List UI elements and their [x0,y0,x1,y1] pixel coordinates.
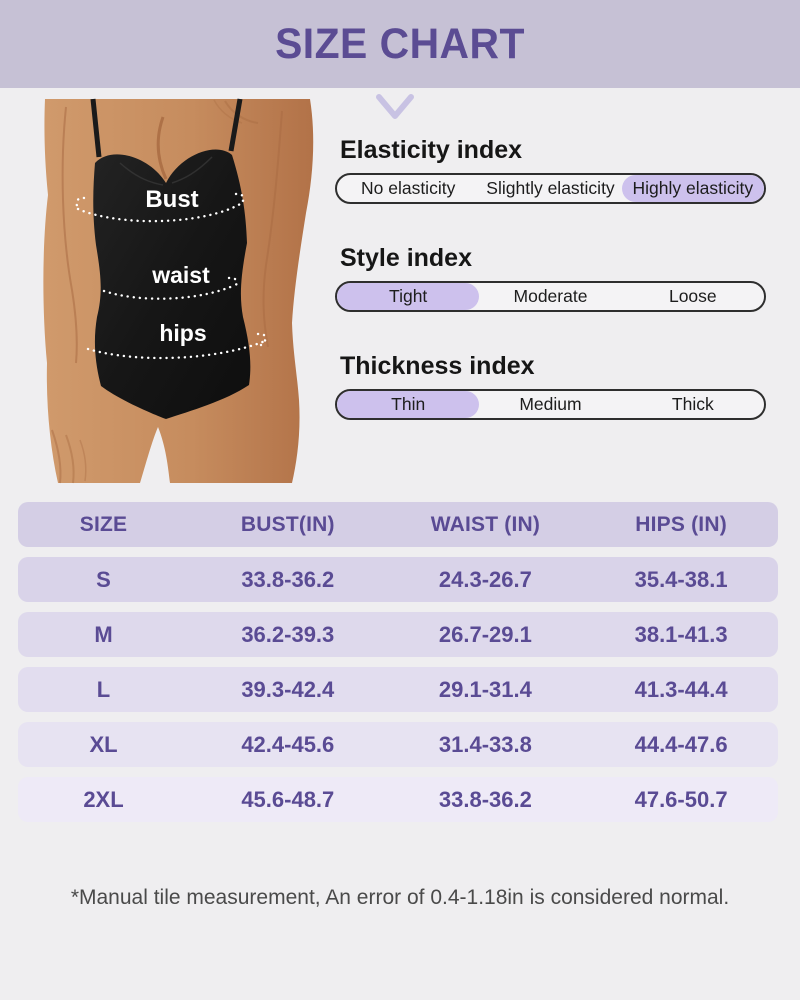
option-tight-selected: Tight [337,283,479,310]
cell-waist: 24.3-26.7 [438,567,532,592]
elasticity-index-title: Elasticity index [340,136,523,164]
table-header-row [18,502,778,547]
col-header-size: SIZE [79,513,128,536]
cell-size: XL [89,732,118,757]
cell-waist: 31.4-33.8 [438,732,532,757]
cell-hips: 35.4-38.1 [634,567,728,592]
cell-bust: 33.8-36.2 [241,567,335,592]
table-row [18,612,778,657]
option-moderate: Moderate [513,286,588,306]
option-no-elasticity: No elasticity [360,178,456,198]
col-header-hips: HIPS (IN) [635,513,727,536]
waist-label: waist [152,262,210,288]
cell-waist: 26.7-29.1 [438,622,532,647]
elasticity-index-bar [335,173,766,204]
measurement-footnote: *Manual tile measurement, An error of 0.4-1.18in is considered normal. [70,886,730,909]
option-thin-selected: Thin [337,391,479,418]
cell-bust: 39.3-42.4 [241,677,335,702]
option-thick: Thick [671,394,714,414]
table-row [18,667,778,712]
option-highly-elasticity-selected: Highly elasticity [622,175,764,202]
bust-label: Bust [145,186,199,213]
cell-size: M [94,622,113,647]
cell-size: 2XL [83,787,124,812]
banner [0,0,800,88]
thickness-index-bar [335,389,766,420]
cell-size: S [96,567,111,592]
size-table [18,502,778,832]
hips-label: hips [159,320,207,346]
cell-bust: 36.2-39.3 [241,622,335,647]
model-figure [0,95,330,490]
col-header-waist: WAIST (IN) [430,513,541,536]
option-loose: Loose [668,286,717,306]
cell-waist: 33.8-36.2 [438,787,532,812]
chevron-down-icon [376,94,414,120]
style-index-title: Style index [340,244,472,272]
cell-bust: 42.4-45.6 [241,732,335,757]
option-medium: Medium [519,394,582,414]
option-slightly-elasticity: Slightly elasticity [486,178,615,198]
cell-hips: 41.3-44.4 [634,677,728,702]
table-row [18,722,778,767]
table-row [18,557,778,602]
cell-hips: 38.1-41.3 [634,622,728,647]
cell-hips: 44.4-47.6 [634,732,728,757]
cell-waist: 29.1-31.4 [438,677,532,702]
style-index-bar [335,281,766,312]
page-title: SIZE CHART [275,20,525,68]
cell-bust: 45.6-48.7 [241,787,335,812]
thickness-index-title: Thickness index [340,352,535,380]
col-header-bust: BUST(IN) [240,513,335,536]
table-row [18,777,778,822]
cell-size: L [96,677,111,702]
cell-hips: 47.6-50.7 [634,787,728,812]
